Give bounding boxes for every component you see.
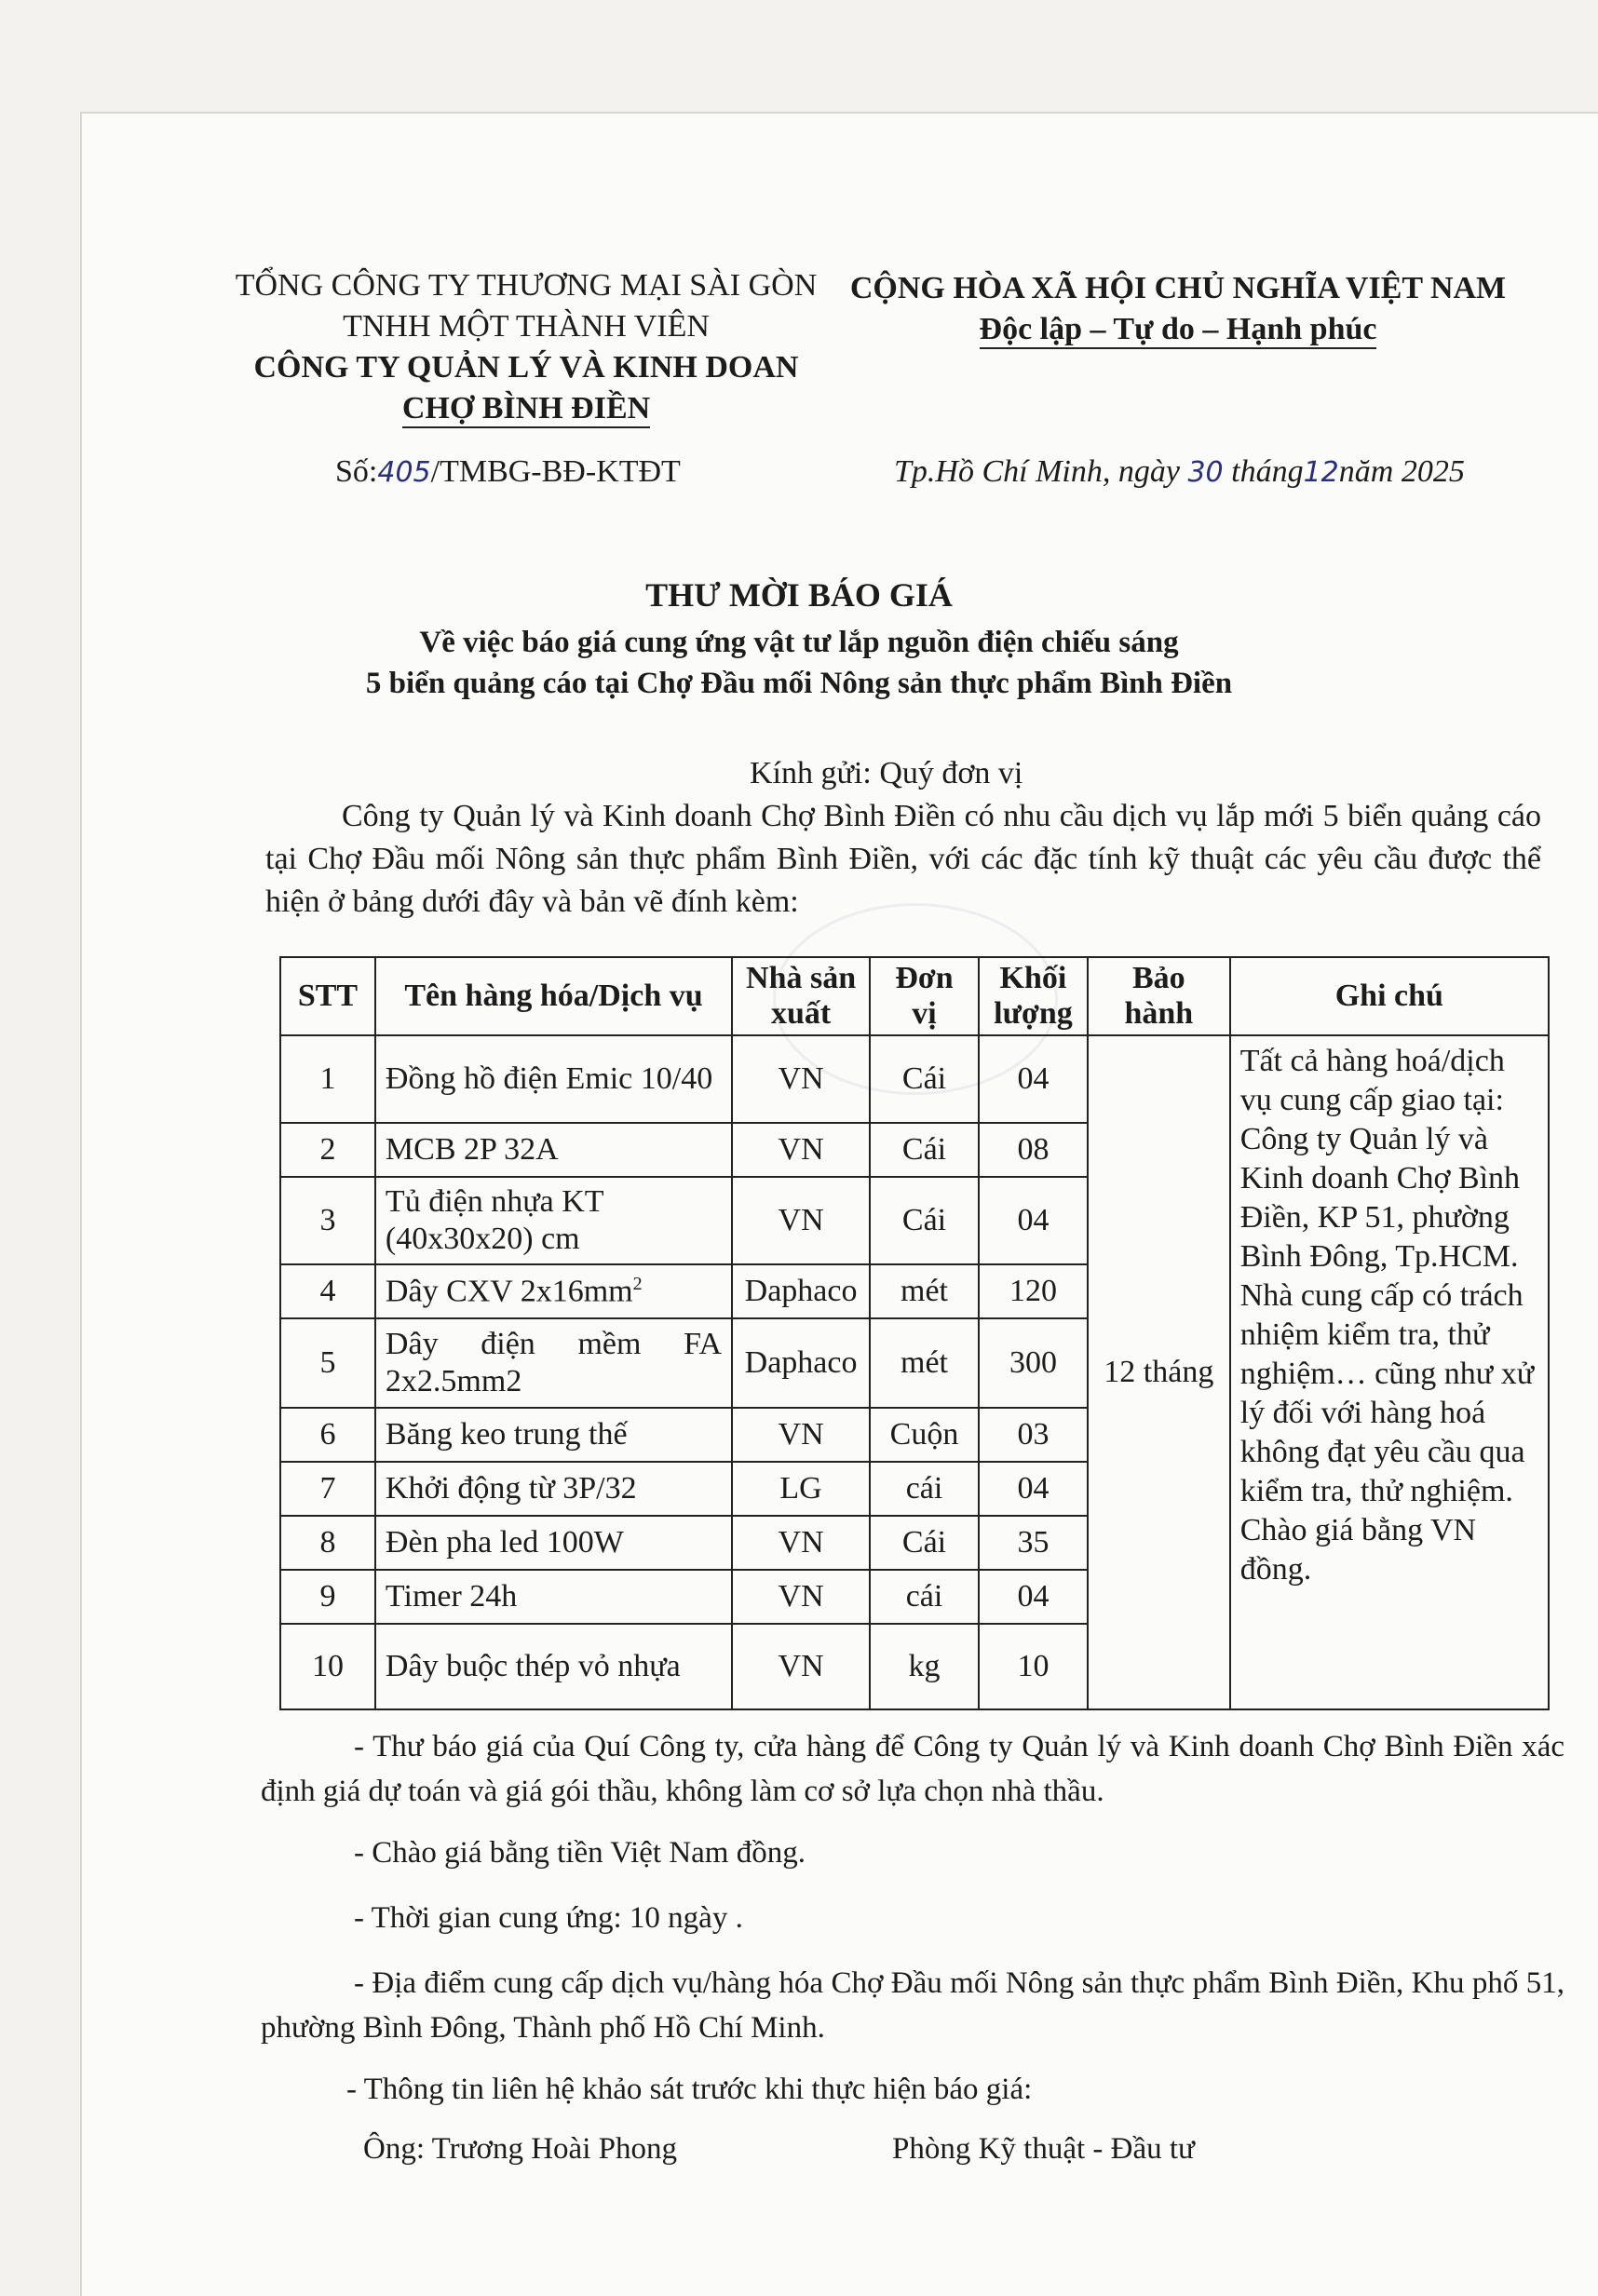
row-unit: cái [870,1570,979,1624]
row-qty: 04 [979,1177,1088,1264]
row-name: Timer 24h [375,1570,732,1624]
row-qty: 35 [979,1516,1088,1570]
row-name-superscript: 2 [632,1273,643,1294]
row-unit: Cái [870,1177,979,1264]
header-stt: STT [280,957,375,1035]
row-name: MCB 2P 32A [375,1123,732,1177]
date-day: 30 [1187,456,1224,489]
row-unit: Cái [870,1516,979,1570]
national-motto: Độc lập – Tự do – Hạnh phúc [980,312,1377,349]
row-name: Dây CXV 2x16mm [385,1274,633,1309]
row-qty: 04 [979,1462,1088,1516]
national-header [843,268,1513,350]
date-part3: năm 2025 [1338,454,1465,489]
document-title: THƯ MỜI BÁO GIÁ [645,576,953,614]
row-qty: 04 [979,1570,1088,1624]
header-note: Ghi chú [1230,957,1549,1035]
note-cell [1230,1035,1549,1709]
row-qty: 08 [979,1123,1088,1177]
row-stt: 10 [280,1624,375,1709]
document-date [894,454,1465,490]
header-unit: Đơn vị [870,957,979,1035]
term-contact-intro: - Thông tin liên hệ khảo sát trước khi thực hiện báo giá: [346,2073,1033,2106]
row-unit: Cái [870,1035,979,1123]
row-name-cell [375,1264,732,1318]
header-name: Tên hàng hóa/Dịch vụ [375,957,732,1035]
term-currency: - Chào giá bằng tiền Việt Nam đồng. [354,1836,806,1870]
contact-department: Phòng Kỹ thuật - Đầu tư [892,2132,1195,2166]
row-maker: LG [732,1462,870,1516]
document-number-prefix: Số: [335,454,378,489]
row-stt: 1 [280,1035,375,1123]
contact-person: Ông: Trương Hoài Phong [363,2132,677,2166]
row-maker: Daphaco [732,1318,870,1408]
row-maker: VN [732,1570,870,1624]
row-unit: mét [870,1264,979,1318]
terms-list [261,1724,1564,2128]
row-unit: Cái [870,1123,979,1177]
issuer-parent-line2: TNHH MỘT THÀNH VIÊN [343,309,710,344]
row-stt: 2 [280,1123,375,1177]
row-qty: 03 [979,1408,1088,1462]
intro-paragraph: Công ty Quản lý và Kinh doanh Chợ Bình Điền có nhu cầu dịch vụ lắp mới 5 biển quảng cáo tại Chợ Đầu mối Nông sản thực phẩm Bình Điền, với các đặc tính kỹ thuật các yêu cầu được thể hiện ở bảng dưới đây và bản vẽ đính kèm: [265,799,1541,919]
row-maker: VN [732,1123,870,1177]
row-maker: VN [732,1035,870,1123]
row-stt: 9 [280,1570,375,1624]
row-name: Khởi động từ 3P/32 [375,1462,732,1516]
row-stt: 4 [280,1264,375,1318]
row-name: Dây điện mềm FA 2x2.5mm2 [375,1318,732,1408]
row-unit: kg [870,1624,979,1709]
row-maker: VN [732,1177,870,1264]
row-unit: mét [870,1318,979,1408]
row-qty: 10 [979,1624,1088,1709]
term-purpose: - Thư báo giá của Quí Công ty, cửa hàng để Công ty Quản lý và Kinh doanh Chợ Bình Điền xác định giá dự toán và giá gói thầu, không làm cơ sở lựa chọn nhà thầu. [261,1730,1564,1808]
row-maker: VN [732,1624,870,1709]
row-stt: 5 [280,1318,375,1408]
salutation: Kính gửi: Quý đơn vị [750,756,1023,790]
document-number-handwritten: 405 [377,456,431,489]
issuer-company-line2: CHỢ BÌNH ĐIỀN [402,391,650,428]
row-unit: cái [870,1462,979,1516]
table-row [280,1035,1549,1123]
note-currency: Chào giá bằng VN đồng. [1239,1513,1477,1587]
row-stt: 6 [280,1408,375,1462]
row-name: Dây buộc thép vỏ nhựa [375,1624,732,1709]
row-stt: 7 [280,1462,375,1516]
warranty-cell: 12 tháng [1088,1035,1230,1709]
document-subtitle-line2: 5 biển quảng cáo tại Chợ Đầu mối Nông sản thực phẩm Bình Điền [365,667,1233,700]
table-header-row [280,957,1549,1035]
issuer-header [223,265,829,429]
row-maker: Daphaco [732,1264,870,1318]
national-title: CỘNG HÒA XÃ HỘI CHỦ NGHĨA VIỆT NAM [849,271,1507,305]
issuer-company-line1: CÔNG TY QUẢN LÝ VÀ KINH DOAN [253,350,799,385]
date-part1: Tp.Hồ Chí Minh, ngày [894,454,1180,489]
header-maker: Nhà sản xuất [732,957,870,1035]
issuer-parent-line1: TỔNG CÔNG TY THƯƠNG MẠI SÀI GÒN [235,268,818,303]
row-maker: VN [732,1516,870,1570]
document-number-suffix: /TMBG-BĐ-KTĐT [430,454,681,489]
row-name: Băng keo trung thế [375,1408,732,1462]
row-unit: Cuộn [870,1408,979,1462]
row-stt: 3 [280,1177,375,1264]
row-name: Tủ điện nhựa KT (40x30x20) cm [375,1177,732,1264]
row-stt: 8 [280,1516,375,1570]
note-responsibility: Nhà cung cấp có trách nhiệm kiểm tra, thử nghiệm… cũng như xử lý đối với hàng hoá không đạt yêu cầu qua kiểm tra, thử nghiệm. [1239,1278,1535,1508]
date-part2: tháng [1231,454,1304,489]
document-subtitle-line1: Về việc báo giá cung ứng vật tư lắp nguồn điện chiếu sáng [419,626,1179,659]
date-month: 12 [1303,456,1339,489]
header-qty: Khối lượng [979,957,1088,1035]
row-maker: VN [732,1408,870,1462]
goods-table [279,956,1550,1710]
document-number [335,454,681,490]
row-qty: 04 [979,1035,1088,1123]
term-delivery-location: - Địa điểm cung cấp dịch vụ/hàng hóa Chợ Đầu mối Nông sản thực phẩm Bình Điền, Khu phố 51, phường Bình Đông, Thành phố Hồ Chí Minh. [261,1966,1564,2045]
row-qty: 300 [979,1318,1088,1408]
row-name: Đồng hồ điện Emic 10/40 [375,1035,732,1123]
row-name: Đèn pha led 100W [375,1516,732,1570]
header-warranty: Bảo hành [1088,957,1230,1035]
row-qty: 120 [979,1264,1088,1318]
term-delivery-time: - Thời gian cung ứng: 10 ngày . [354,1901,743,1935]
note-delivery: Tất cả hàng hoá/dịch vụ cung cấp giao tại: Công ty Quản lý và Kinh doanh Chợ Bình Điền, KP 51, phường Bình Đông, Tp.HCM. [1239,1044,1521,1274]
